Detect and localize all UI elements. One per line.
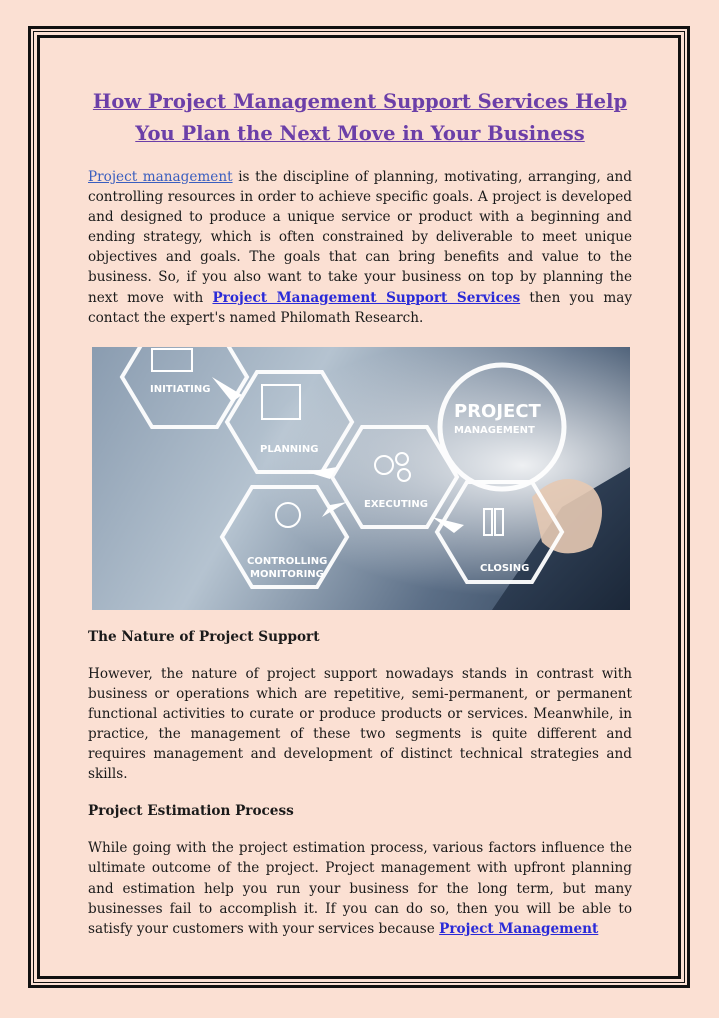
section-heading-nature: The Nature of Project Support	[88, 628, 320, 645]
project-management-text	[454, 401, 542, 436]
intro-paragraph	[88, 167, 632, 328]
project-management-bottom-link[interactable]: Project Management	[439, 920, 599, 937]
label-initiating: INITIATING	[150, 383, 211, 395]
label-project: PROJECT	[454, 400, 541, 422]
hero-image	[92, 347, 630, 610]
page-title[interactable]: How Project Management Support Services Help You Plan the Next Move in Your Business	[92, 90, 628, 145]
label-monitoring: MONITORING	[250, 568, 324, 580]
label-planning: PLANNING	[260, 443, 319, 455]
document-body	[88, 86, 632, 939]
label-executing: EXECUTING	[364, 498, 428, 510]
label-closing: CLOSING	[480, 562, 530, 574]
section-paragraph-estimation	[88, 838, 632, 938]
label-controlling: CONTROLLING	[247, 555, 328, 567]
project-lifecycle-illustration	[92, 347, 630, 610]
label-management: MANAGEMENT	[454, 424, 535, 436]
support-services-link[interactable]: Project Management Support Services	[212, 289, 521, 306]
intro-text-1: is the discipline of planning, motivating, arranging, and controlling resources in order to achieve specific goals. A project is developed and designed to produce a unique service or product with a beginning and ending strategy, which is often constrained by deliverable to meet unique objectives and goals. The goals that can bring benefits and value to the business. So, if you also want to take your business on top by planning the next move with	[88, 169, 632, 306]
section-paragraph-nature: However, the nature of project support nowadays stands in contrast with business or operations which are repetitive, semi-permanent, or permanent functional activities to curate or produce products or services. Meanwhile, in practice, the management of these two segments is quite different and requires management and development of distinct technical strategies and skills.	[88, 665, 632, 783]
section-heading-estimation: Project Estimation Process	[88, 803, 294, 820]
intro-text-2: then you may contact the expert's named Philomath Research.	[88, 289, 632, 326]
project-management-link[interactable]: Project management	[88, 169, 233, 185]
estimation-text: While going with the project estimation process, various factors influence the ultimate outcome of the project. Project management with upfront planning and estimation help you run your business for the long term, but many businesses fail to accomplish it. If you can do so, then you will be able to satisfy your customers with your services because	[88, 840, 632, 937]
hand-shape	[532, 479, 602, 553]
